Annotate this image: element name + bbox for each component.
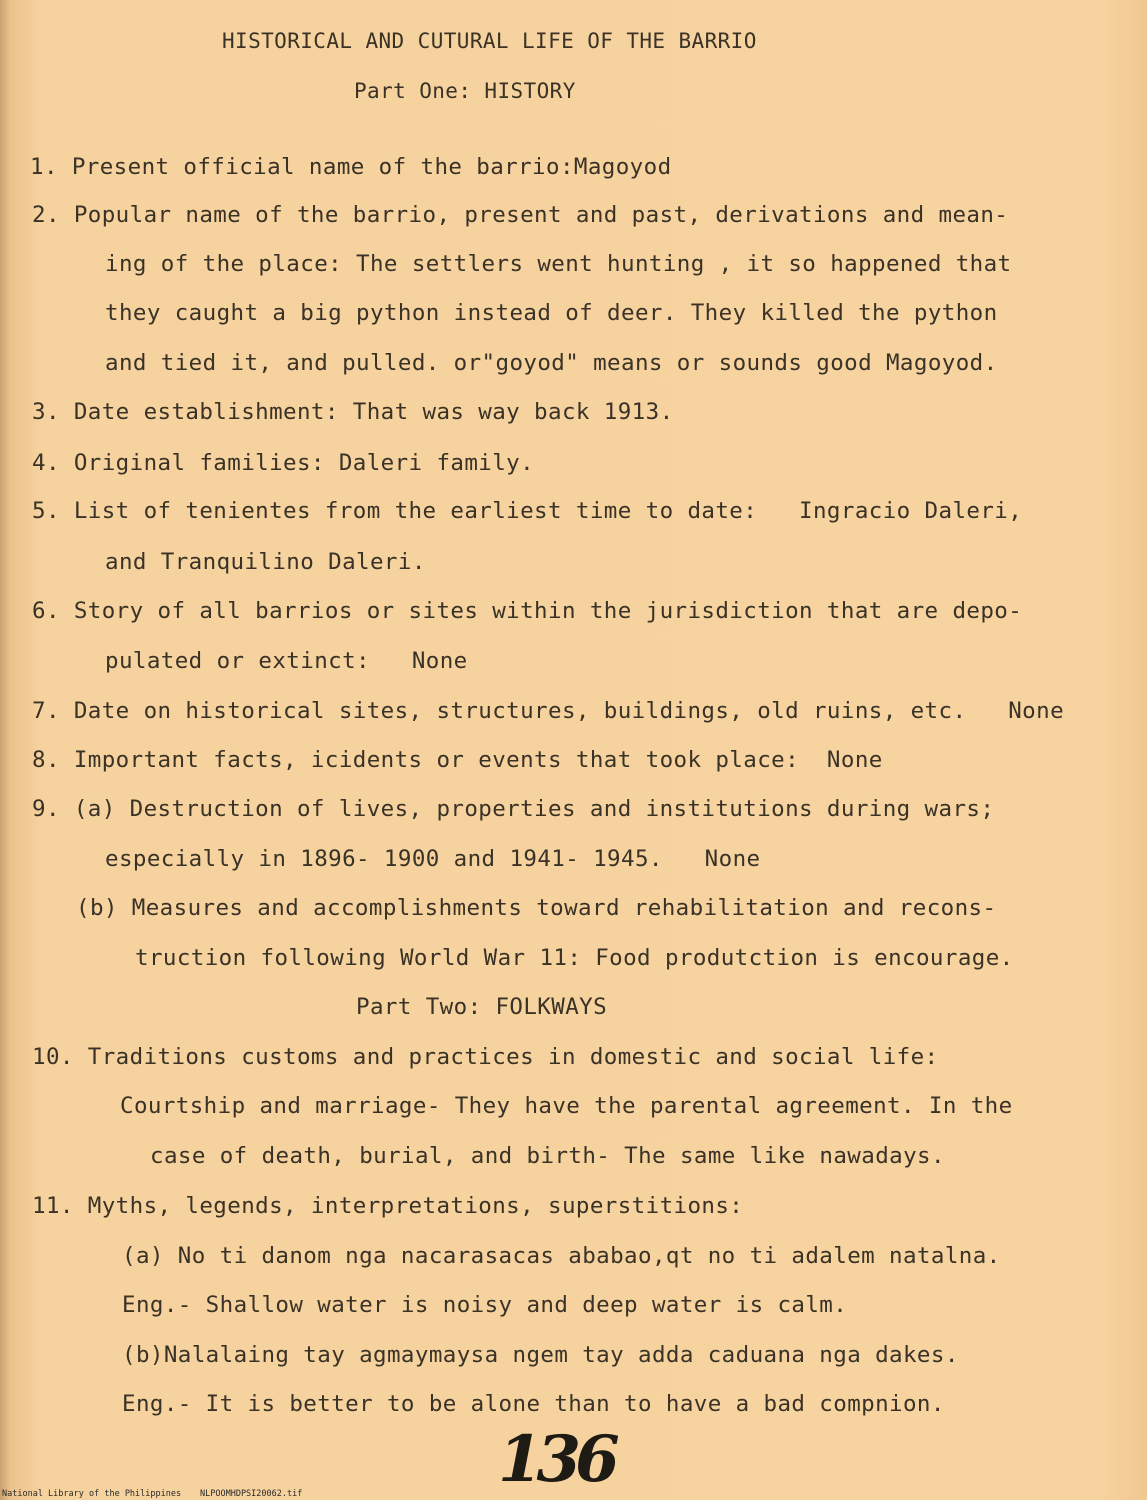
item-3: 3. Date establishment: That was way back 1913.	[32, 399, 674, 425]
item-2-line-4: and tied it, and pulled. or"goyod" means or sounds good Magoyod.	[105, 350, 998, 376]
item-10-line-2: Courtship and marriage- They have the parental agreement. In the	[120, 1093, 1013, 1119]
item-6-line-1: 6. Story of all barrios or sites within the jurisdiction that are depo-	[32, 598, 1023, 624]
part-two-heading: Part Two: FOLKWAYS	[356, 994, 608, 1020]
item-10-line-3: case of death, burial, and birth- The same like nawadays.	[150, 1143, 945, 1169]
item-2-line-3: they caught a big python instead of deer. They killed the python	[105, 300, 998, 326]
item-11a-line-1: (a) No ti danom nga nacarasacas ababao,qt no ti adalem natalna.	[122, 1243, 1001, 1269]
document-title: HISTORICAL AND CUTURAL LIFE OF THE BARRIO	[222, 29, 757, 53]
item-7: 7. Date on historical sites, structures, buildings, old ruins, etc. None	[32, 698, 1065, 724]
item-9a-line-2: especially in 1896- 1900 and 1941- 1945. None	[105, 846, 761, 872]
item-11b-line-1: (b)Nalalaing tay agmaymaysa ngem tay adda caduana nga dakes.	[122, 1342, 959, 1368]
item-11b-line-2: Eng.- It is better to be alone than to have a bad compnion.	[122, 1391, 945, 1417]
item-5-line-2: and Tranquilino Daleri.	[105, 549, 426, 575]
item-1: 1. Present official name of the barrio:Magoyod	[30, 154, 672, 180]
item-10-line-1: 10. Traditions customs and practices in domestic and social life:	[32, 1044, 939, 1070]
part-one-heading: Part One: HISTORY	[354, 79, 576, 103]
item-2-line-1: 2. Popular name of the barrio, present and past, derivations and mean-	[32, 202, 1009, 228]
item-9b-line-1: (b) Measures and accomplishments toward rehabilitation and recons-	[76, 895, 997, 921]
item-11a-line-2: Eng.- Shallow water is noisy and deep water is calm.	[122, 1292, 848, 1318]
item-6-line-2: pulated or extinct: None	[105, 648, 468, 674]
item-11: 11. Myths, legends, interpretations, superstitions:	[32, 1193, 744, 1219]
footer-file-name: NLPOOMHDPSI20062.tif	[200, 1489, 303, 1499]
footer-library-name: National Library of the Philippines	[2, 1489, 182, 1499]
item-2-line-2: ing of the place: The settlers went hunting , it so happened that	[105, 251, 1012, 277]
item-4: 4. Original families: Daleri family.	[32, 450, 535, 476]
handwritten-page-number: 136	[498, 1422, 614, 1497]
item-9a-line-1: 9. (a) Destruction of lives, properties and institutions during wars;	[32, 796, 995, 822]
item-5-line-1: 5. List of tenientes from the earliest time to date: Ingracio Daleri,	[32, 498, 1023, 524]
item-8: 8. Important facts, icidents or events that took place: None	[32, 747, 883, 773]
item-9b-line-2: truction following World War 11: Food produtction is encourage.	[135, 945, 1014, 971]
